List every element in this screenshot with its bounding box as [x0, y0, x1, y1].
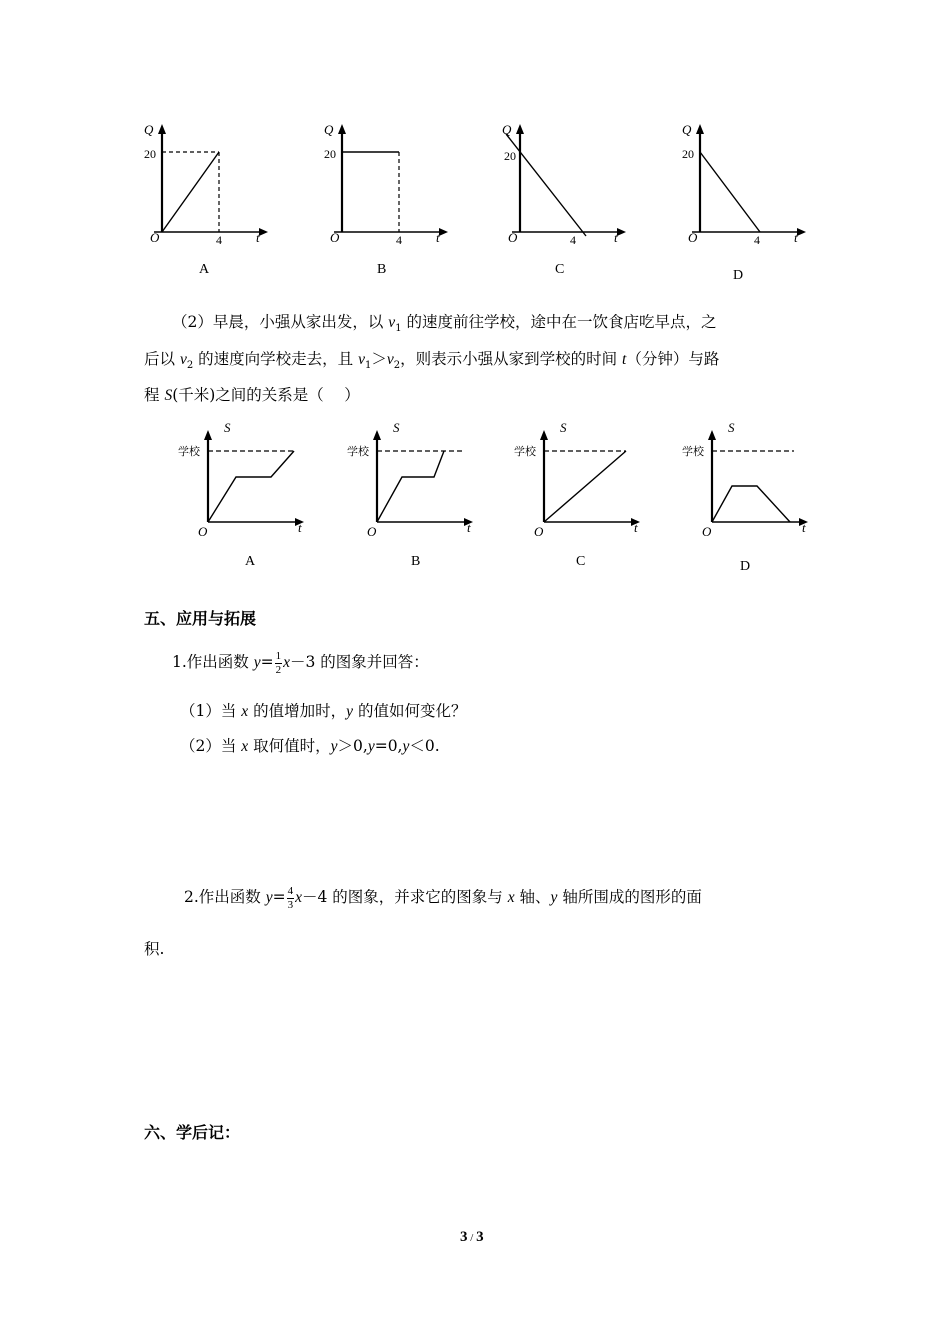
option-label-a2: A: [245, 554, 256, 569]
x-tick: 4: [754, 233, 760, 247]
fraction-one-half: $\frac{1}{2}$: [275, 649, 282, 676]
y-label: Q: [144, 122, 154, 137]
y-arrow: [696, 124, 704, 134]
y-label: Q: [324, 122, 334, 137]
graph-line: [208, 451, 294, 522]
graph-line: [712, 486, 790, 522]
x-label: t: [467, 520, 471, 535]
y-label: S: [728, 420, 735, 435]
graph-q-b: [320, 120, 450, 250]
problem2-statement-cont: 积.: [144, 940, 165, 958]
y-tick: 20: [324, 147, 336, 161]
x-label: t: [298, 520, 302, 535]
y-label: S: [393, 420, 400, 435]
graph-line: [506, 134, 586, 236]
y-arrow: [540, 430, 548, 440]
problem1-question1: （1）当 x 的值增加时，y 的值如何变化？: [180, 702, 467, 720]
y-label: S: [224, 420, 231, 435]
option-label-a: A: [199, 262, 210, 277]
fraction-four-thirds: $\frac{4}{3}$: [287, 884, 294, 911]
origin-label: O: [688, 230, 698, 245]
school-label: 学校: [682, 446, 704, 458]
option-label-c2: C: [576, 554, 586, 569]
section5-heading: 五、应用与拓展: [144, 609, 257, 628]
option-label-d: D: [733, 268, 744, 283]
y-tick: 20: [504, 149, 516, 163]
graph-s-c: [514, 420, 654, 545]
origin-label: O: [367, 524, 377, 539]
question2-line3: 程 S(千米)之间的关系是（ ）: [144, 386, 360, 404]
graph-q-c: [498, 120, 628, 250]
graph-line: [544, 451, 626, 522]
school-label: 学校: [178, 446, 200, 458]
graph-q-b-svg: [320, 120, 450, 250]
x-label: t: [802, 520, 806, 535]
page-number: 3 / 3: [460, 1229, 484, 1245]
option-label-d2: D: [740, 559, 751, 574]
graph-q-c-svg: [498, 120, 628, 250]
origin-label: O: [702, 524, 712, 539]
origin-label: O: [508, 230, 518, 245]
graph-s-d: [682, 420, 822, 545]
origin-label: O: [150, 230, 160, 245]
option-label-b: B: [377, 262, 387, 277]
y-label: Q: [682, 122, 692, 137]
x-tick: 4: [396, 233, 402, 247]
x-tick: 4: [570, 233, 576, 247]
problem2-statement: 2.作出函数 y= $\frac{4}{3}$ x－4 的图象，并求它的图象与 x 轴、y 轴所围成的图形的面: [184, 884, 702, 911]
question2-line1: （2）早晨，小强从家出发，以 $v_1$ 的速度前往学校，途中在一饮食店吃早点，之: [172, 313, 717, 335]
y-arrow: [373, 430, 381, 440]
graph-q-d-svg: [678, 120, 808, 250]
option-label-b2: B: [411, 554, 421, 569]
school-label: 学校: [514, 446, 536, 458]
y-tick: 20: [682, 147, 694, 161]
graph-q-d: [678, 120, 808, 250]
y-arrow: [204, 430, 212, 440]
origin-label: O: [330, 230, 340, 245]
graph-q-a-svg: [140, 120, 270, 250]
y-label: Q: [502, 122, 512, 137]
x-arrow: [617, 228, 626, 236]
y-tick: 20: [144, 147, 156, 161]
graph-s-d-svg: [682, 420, 822, 545]
x-label: t: [256, 230, 260, 245]
option-label-c: C: [555, 262, 565, 277]
y-label: S: [560, 420, 567, 435]
x-arrow: [797, 228, 806, 236]
x-label: t: [614, 230, 618, 245]
graph-line: [377, 451, 444, 522]
y-arrow: [338, 124, 346, 134]
x-arrow: [259, 228, 268, 236]
graph-s-a-svg: [178, 420, 318, 545]
question2-line2: 后以 $v_2$ 的速度向学校走去，且 $v_1>v_2$，则表示小强从家到学校的时间 t（分钟）与路: [144, 350, 720, 372]
origin-label: O: [534, 524, 544, 539]
x-label: t: [794, 230, 798, 245]
origin-label: O: [198, 524, 208, 539]
graph-s-a: [178, 420, 318, 545]
x-tick: 4: [216, 233, 222, 247]
graph-s-c-svg: [514, 420, 654, 545]
graph-line: [700, 152, 760, 232]
graph-s-b: [347, 420, 487, 545]
y-arrow: [516, 124, 524, 134]
x-label: t: [436, 230, 440, 245]
y-arrow: [708, 430, 716, 440]
problem1-question2: （2）当 x 取何值时，y＞0,y=0,y＜0.: [180, 737, 440, 755]
graph-q-a: [140, 120, 270, 250]
graph-line: [162, 152, 219, 232]
x-label: t: [634, 520, 638, 535]
section6-heading: 六、学后记：: [144, 1123, 241, 1142]
x-arrow: [439, 228, 448, 236]
graph-s-b-svg: [347, 420, 487, 545]
school-label: 学校: [347, 446, 369, 458]
y-arrow: [158, 124, 166, 134]
problem1-statement: 1.作出函数 y= $\frac{1}{2}$ x－3 的图象并回答：: [172, 649, 429, 676]
